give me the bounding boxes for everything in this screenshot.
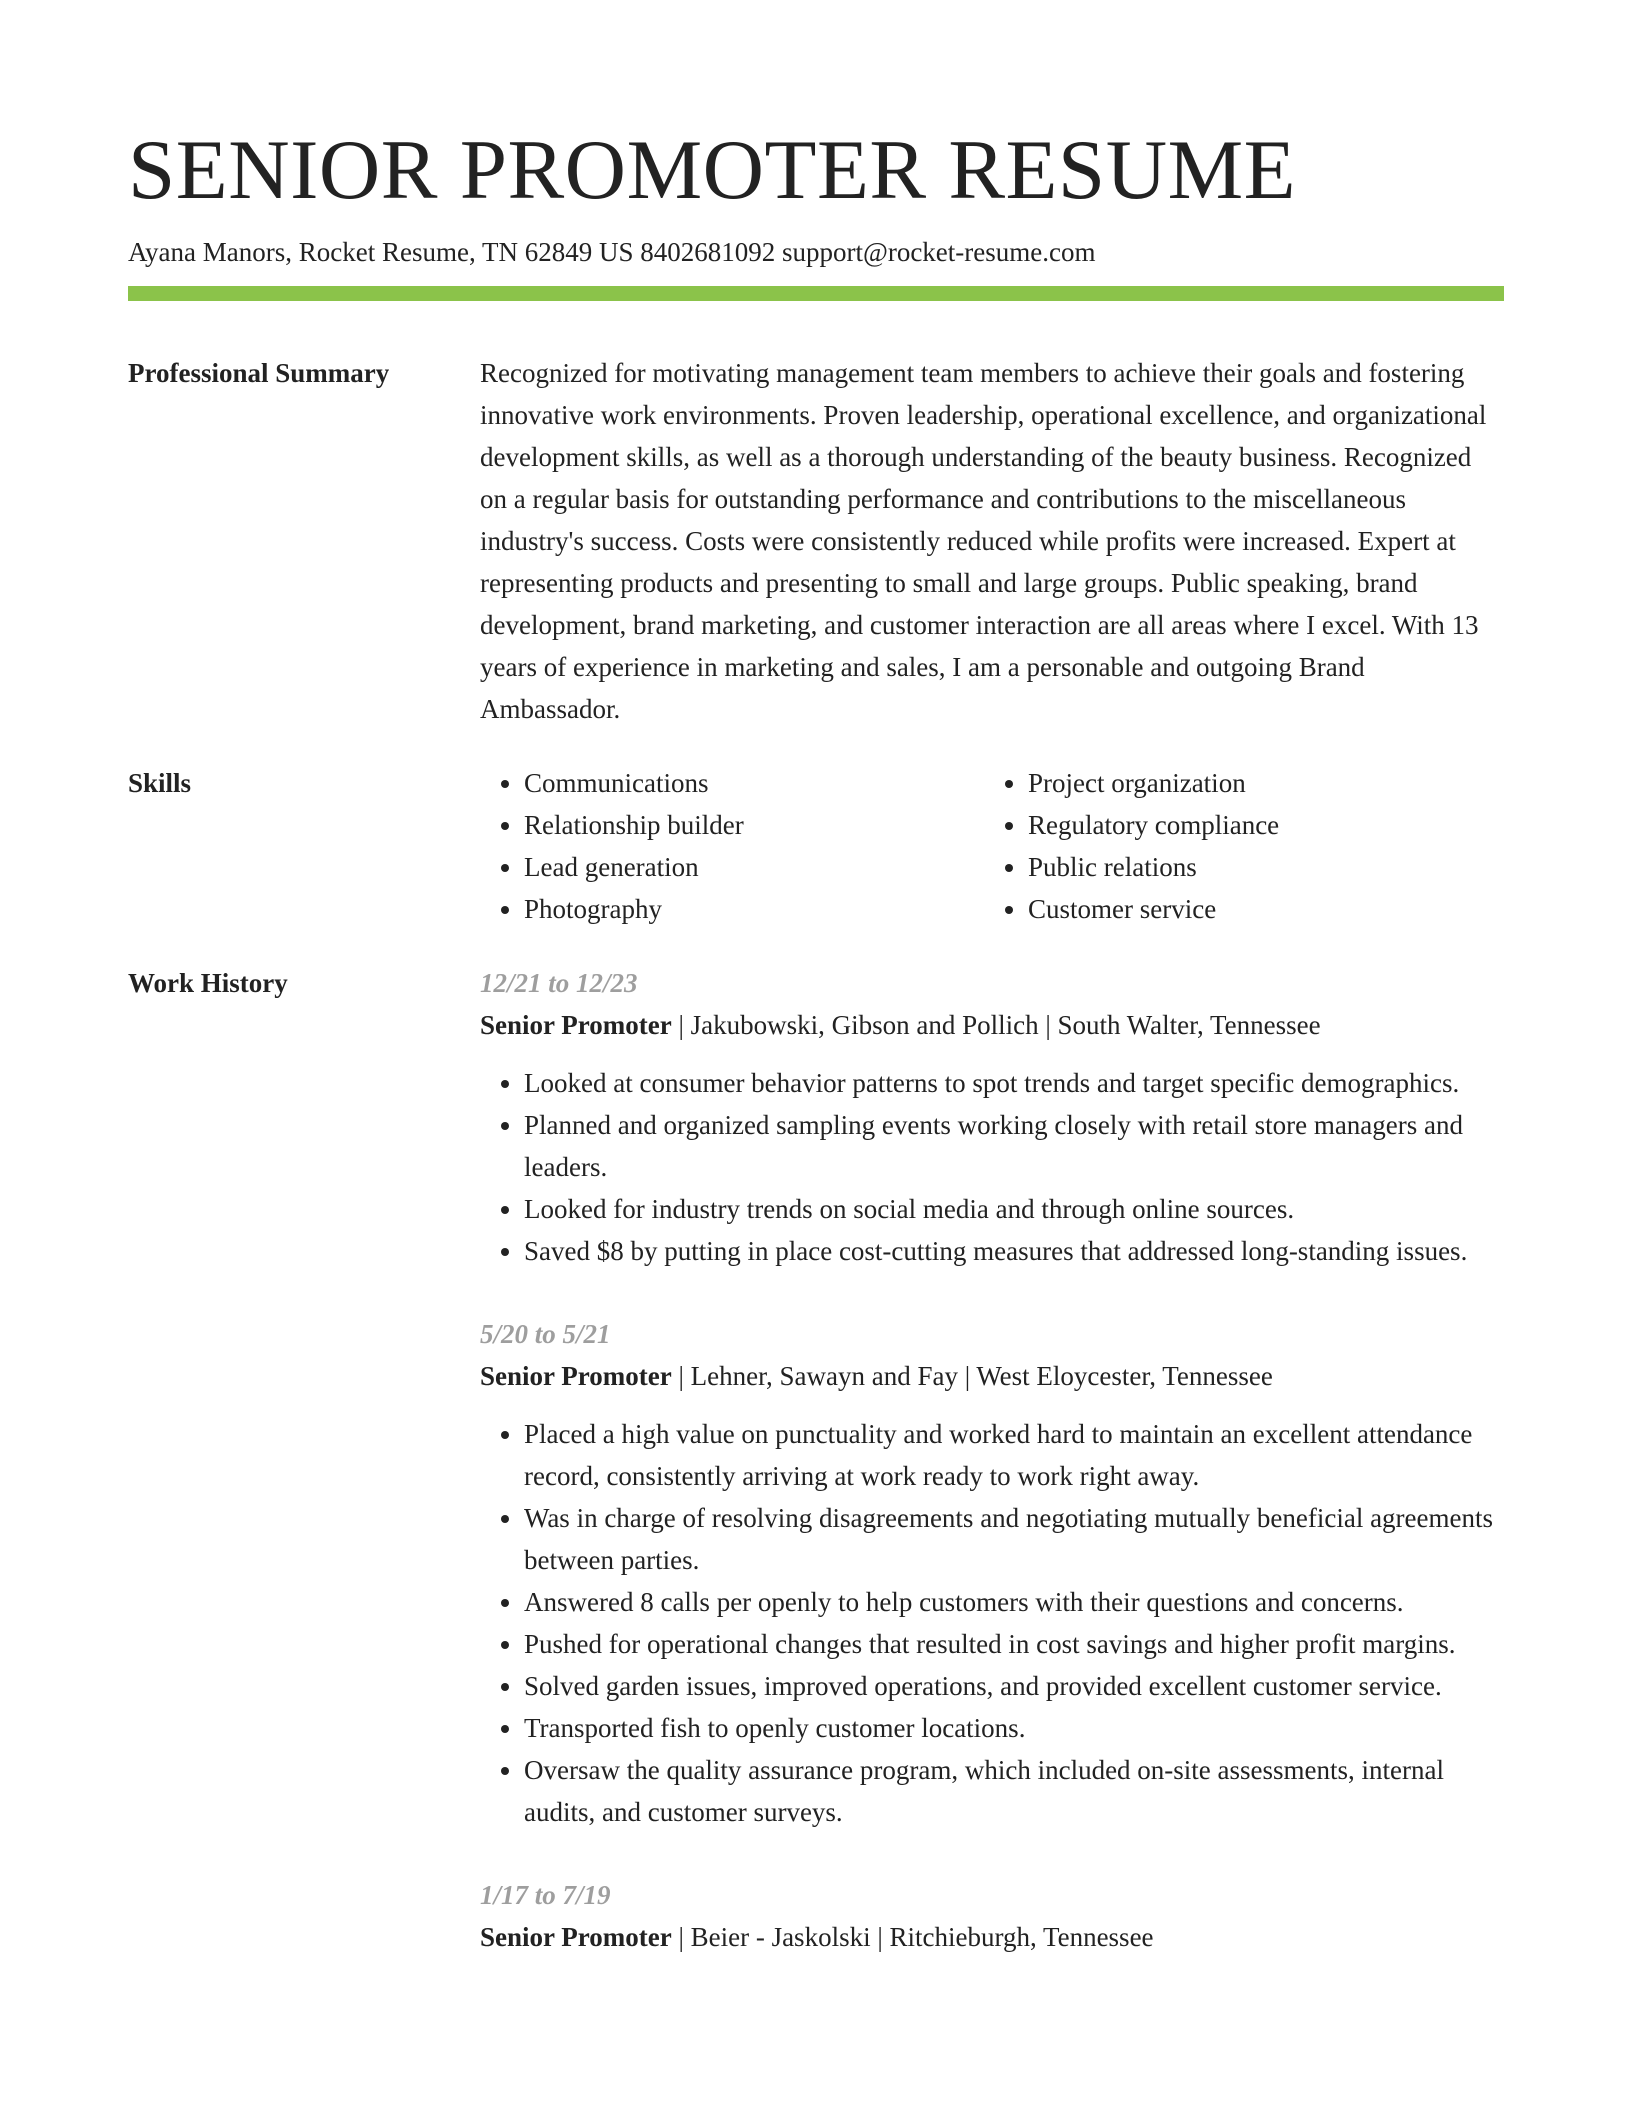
contact-line: Ayana Manors, Rocket Resume, TN 62849 US 8402681092 support@rocket-resume.com bbox=[128, 237, 1096, 267]
job-heading bbox=[480, 1916, 1504, 1958]
summary-label: Professional Summary bbox=[128, 358, 390, 388]
job-bullet: • Answered 8 calls per openly to help customers with their questions and concerns. bbox=[524, 1581, 1504, 1623]
job-bullet: • Placed a high value on punctuality and worked hard to maintain an excellent attendance record, consistently arriving at work ready to work right away. bbox=[524, 1413, 1504, 1497]
job-entry bbox=[480, 1313, 1504, 1833]
work-history-label: Work History bbox=[128, 968, 288, 998]
job-bullets bbox=[480, 1413, 1504, 1833]
job-bullet: • Solved garden issues, improved operations, and provided excellent customer service. bbox=[524, 1665, 1504, 1707]
job-details: | Lehner, Sawayn and Fay | West Eloycester, Tennessee bbox=[671, 1361, 1273, 1391]
job-bullet: • Saved $8 by putting in place cost-cutting measures that addressed long-standing issues. bbox=[524, 1230, 1504, 1272]
job-bullet: • Was in charge of resolving disagreements and negotiating mutually beneficial agreements between parties. bbox=[524, 1497, 1504, 1581]
skill-item: • Relationship builder bbox=[524, 804, 984, 846]
job-dates: 12/21 to 12/23 bbox=[480, 968, 638, 998]
resume-title: SENIOR PROMOTER RESUME bbox=[128, 123, 1297, 217]
summary-text: Recognized for motivating management team members to achieve their goals and fostering innovative work environments. Proven leadership, operational excellence, and organizational development skills, as well as a thorough understanding of the beauty business. Recognized on a regular basis for outstanding performance and contributions to the miscellaneous industry's success. Costs were consistently reduced while profits were increased. Expert at representing products and presenting to small and large groups. Public speaking, brand development, brand marketing, and customer interaction are all areas where I excel. With 13 years of experience in marketing and sales, I am a personable and outgoing Brand Ambassador. bbox=[480, 358, 1487, 724]
skills-list-right bbox=[984, 762, 1488, 930]
job-entry bbox=[480, 962, 1504, 1272]
skill-item: • Public relations bbox=[1028, 846, 1488, 888]
skills-section bbox=[128, 762, 1504, 930]
skill-item: • Customer service bbox=[1028, 888, 1488, 930]
skill-item: • Lead generation bbox=[524, 846, 984, 888]
job-heading bbox=[480, 1004, 1504, 1046]
job-bullet: • Looked for industry trends on social media and through online sources. bbox=[524, 1188, 1504, 1230]
skill-item: • Communications bbox=[524, 762, 984, 804]
job-bullet: • Looked at consumer behavior patterns to spot trends and target specific demographics. bbox=[524, 1062, 1504, 1104]
job-bullet: • Oversaw the quality assurance program, which included on-site assessments, internal audits, and customer surveys. bbox=[524, 1749, 1504, 1833]
job-heading bbox=[480, 1355, 1504, 1397]
skills-grid bbox=[480, 762, 1504, 930]
job-title: Senior Promoter bbox=[480, 1010, 672, 1040]
work-history-body bbox=[480, 962, 1504, 1999]
skill-item: • Project organization bbox=[1028, 762, 1488, 804]
job-title: Senior Promoter bbox=[480, 1361, 672, 1391]
job-bullet: • Transported fish to openly customer locations. bbox=[524, 1707, 1504, 1749]
job-bullet: • Pushed for operational changes that resulted in cost savings and higher profit margins. bbox=[524, 1623, 1504, 1665]
skills-label: Skills bbox=[128, 768, 192, 798]
job-title: Senior Promoter bbox=[480, 1922, 672, 1952]
skill-item: • Regulatory compliance bbox=[1028, 804, 1488, 846]
job-dates: 1/17 to 7/19 bbox=[480, 1880, 611, 1910]
job-dates: 5/20 to 5/21 bbox=[480, 1319, 611, 1349]
job-bullet: • Planned and organized sampling events working closely with retail store managers and leaders. bbox=[524, 1104, 1504, 1188]
skill-item: • Photography bbox=[524, 888, 984, 930]
skills-list-left bbox=[480, 762, 984, 930]
job-details: | Jakubowski, Gibson and Pollich | South Walter, Tennessee bbox=[671, 1010, 1321, 1040]
resume-page bbox=[128, 118, 1504, 1999]
job-bullets bbox=[480, 1062, 1504, 1272]
accent-divider bbox=[128, 286, 1504, 301]
work-history-section bbox=[128, 962, 1504, 1999]
job-details: | Beier - Jaskolski | Ritchieburgh, Tennessee bbox=[671, 1922, 1154, 1952]
summary-section bbox=[128, 352, 1504, 730]
job-entry bbox=[480, 1874, 1504, 1958]
